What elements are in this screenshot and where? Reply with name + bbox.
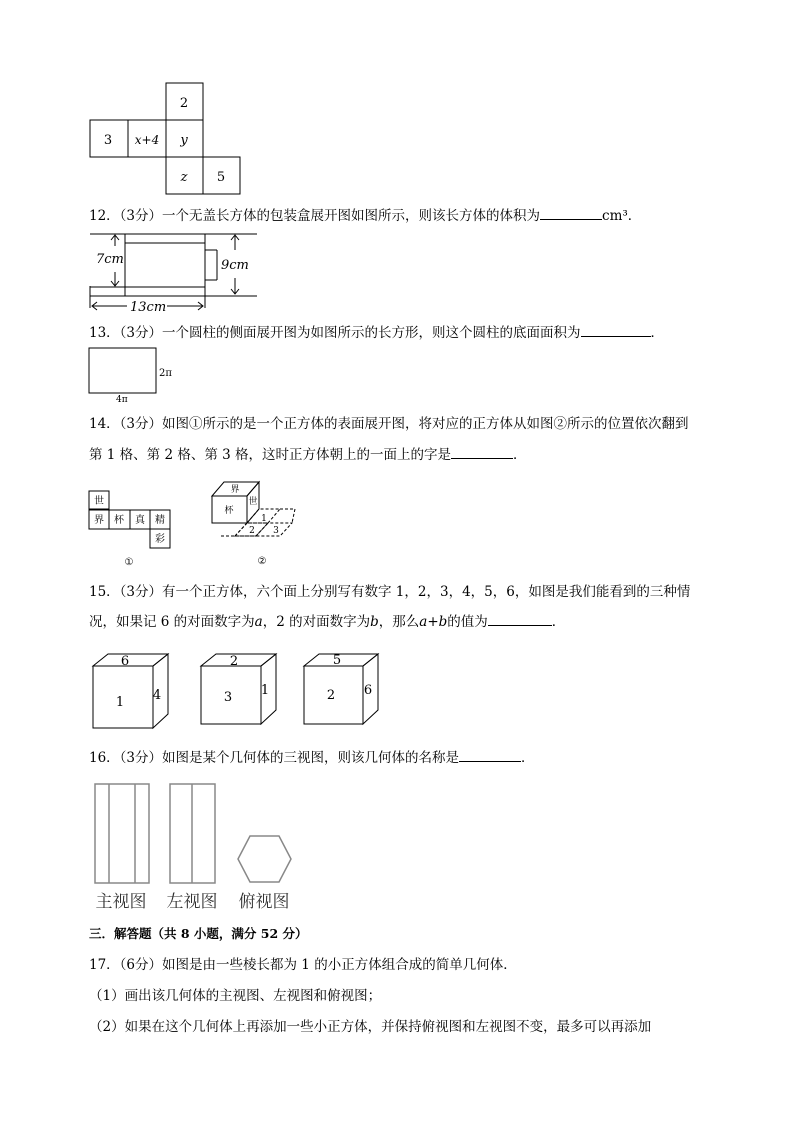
svg-text:1: 1 <box>115 695 125 710</box>
question-14-line2: 第 1 格、第 2 格、第 3 格，这时正方体朝上的一面上的字是 ． <box>89 447 527 463</box>
svg-text:1: 1 <box>260 683 270 698</box>
cube-net-figure <box>90 83 242 195</box>
svg-text:3: 3 <box>273 526 279 536</box>
answer-blank-14[interactable] <box>451 458 513 459</box>
net-cell-mid: x+4 <box>134 133 160 147</box>
svg-text:杯: 杯 <box>114 515 124 526</box>
svg-text:6: 6 <box>363 683 373 698</box>
front-view-caption: 主视图 <box>95 892 147 912</box>
q12-unit: cm³． <box>602 208 642 224</box>
svg-text:1: 1 <box>261 514 267 524</box>
cube-roll-figure <box>205 476 330 570</box>
svg-text:2: 2 <box>326 688 336 703</box>
question-16: 16．（3分）如图是某个几何体的三视图，则该几何体的名称是 ． <box>89 750 535 766</box>
svg-text:2: 2 <box>249 526 255 536</box>
question-17-line2: （1）画出该几何体的主视图、左视图和俯视图； <box>89 988 382 1004</box>
svg-text:界: 界 <box>94 515 104 526</box>
q12-text: 12．（3分）一个无盖长方体的包装盒展开图如图所示，则该长方体的体积为 <box>89 208 541 224</box>
svg-text:4: 4 <box>152 688 162 703</box>
question-15-line1: 15．（3分）有一个正方体，六个面上分别写有数字 1，2，3，4，5，6，如图是我们能看到的三种情 <box>89 584 691 600</box>
rect-side-label: 2π <box>159 368 172 379</box>
svg-text:杯: 杯 <box>224 506 234 516</box>
question-13: 13．（3分）一个圆柱的侧面展开图为如图所示的长方形，则这个圆柱的底面面积为 ． <box>89 325 665 341</box>
svg-text:彩: 彩 <box>155 534 165 545</box>
box-label-7cm: 7cm <box>96 252 124 267</box>
answer-blank-15[interactable] <box>488 625 552 626</box>
question-12 <box>89 206 641 226</box>
svg-text:精: 精 <box>155 515 165 526</box>
question-17-line3: （2）如果在这个几何体上再添加一些小正方体，并保持俯视图和左视图不变，最多可以再添加 <box>89 1019 652 1035</box>
top-view-caption: 俯视图 <box>238 892 290 912</box>
svg-text:真: 真 <box>135 515 145 526</box>
fig2-caption: ② <box>257 556 267 567</box>
question-14-line1: 14．（3分）如图①所示的是一个正方体的表面展开图，将对应的正方体从如图②所示的位置依次翻到 <box>89 416 689 432</box>
cylinder-side-figure <box>88 347 183 405</box>
net-cell-left: 3 <box>103 133 113 148</box>
fig1-caption: ① <box>124 557 134 568</box>
net-cell-center: y <box>180 133 188 148</box>
net-cell-top: 2 <box>179 96 189 111</box>
answer-blank-12[interactable] <box>540 219 602 220</box>
svg-text:6: 6 <box>120 654 130 669</box>
question-15-line2: 况，如果记 6 的对面数字为a，2 的对面数字为b，那么a+b的值为 ． <box>89 614 566 630</box>
net-cell-bottom-right: 5 <box>216 170 226 185</box>
three-views-figure <box>88 780 303 912</box>
svg-text:5: 5 <box>332 653 342 668</box>
box-label-9cm: 9cm <box>221 258 249 273</box>
answer-blank-16[interactable] <box>459 761 521 762</box>
svg-text:界: 界 <box>230 485 240 495</box>
rect-bottom-label: 4π <box>116 395 128 405</box>
svg-text:世: 世 <box>94 496 104 507</box>
side-view-caption: 左视图 <box>166 892 218 912</box>
three-cubes-figure <box>90 650 390 732</box>
svg-text:3: 3 <box>223 690 233 705</box>
box-label-13cm: 13cm <box>130 300 167 315</box>
question-17-line1: 17．（6分）如图是由一些棱长都为 1 的小正方体组合成的简单几何体． <box>89 957 517 973</box>
q13-text: 13．（3分）一个圆柱的侧面展开图为如图所示的长方形，则这个圆柱的底面面积为 <box>89 325 581 341</box>
net-cell-bottom: z <box>180 170 188 185</box>
section-title: 三．解答题（共 8 小题，满分 52 分） <box>89 926 308 941</box>
svg-text:世: 世 <box>248 497 258 507</box>
answer-blank-13[interactable] <box>581 336 651 337</box>
svg-text:2: 2 <box>229 654 239 669</box>
cube-net-chars-figure <box>88 488 172 570</box>
box-net-figure <box>85 228 260 314</box>
